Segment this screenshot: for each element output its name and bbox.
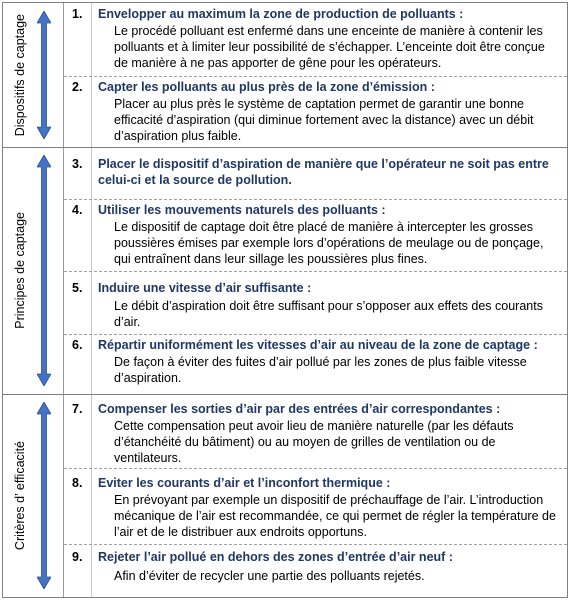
row-number: 4. (72, 203, 83, 217)
row-description: Le dispositif de captage doit être placé de manière à intercepter les grosses poussières émises par exemple lors d’opérations de meulage ou de ponçage, qui entraînent dans leur sillage les poussières plus fines. (114, 220, 544, 266)
row-description: En prévoyant par exemple un dispositif de préchauffage de l’air. L’introduction mécanique de l’air est recommandée, ce qui permet de régler la température de l’air et de le distribuer aux endroits opportuns. (114, 493, 556, 539)
table-row (64, 3, 567, 76)
row-number: 2. (72, 80, 83, 94)
row-number: 7. (72, 402, 83, 416)
group-label-principes: Principes de captage (13, 212, 27, 329)
row-title: Utiliser les mouvements naturels des polluants : (98, 203, 386, 217)
row-number: 8. (72, 476, 83, 490)
row-title: Compenser les sorties d’air par des entrées d’air correspondantes : (98, 402, 501, 416)
group-label-criteres: Critères d’ efficacité (13, 440, 27, 551)
double-arrow-icon (37, 155, 51, 386)
group-cell-dispositifs (3, 3, 64, 147)
table-row (64, 544, 567, 597)
group-label-dispositifs: Dispositifs de captage (13, 13, 27, 137)
row-number: 3. (72, 157, 83, 171)
table-row (64, 468, 567, 544)
row-description: De façon à éviter des fuites d’air pollué par les zones de plus faible vitesse d’aspiration. (114, 355, 527, 385)
group-cell-principes (3, 147, 64, 394)
row-number: 5. (72, 281, 83, 295)
row-description: Le procédé polluant est enfermé dans une enceinte de manière à contenir les polluants et à limiter leur possibilité de s’échapper. L’enceinte doit être conçue de manière à ne pas apporter de gêne pour les opérateurs. (114, 24, 545, 70)
row-title: Répartir uniformément les vitesses d’air au niveau de la zone de captage : (98, 338, 538, 352)
table-row (64, 199, 567, 271)
criteria-table (2, 2, 568, 598)
table-row (64, 334, 567, 394)
table-row (64, 147, 567, 199)
table-row (64, 271, 567, 334)
row-title: Rejeter l’air pollué en dehors des zones d’entrée d’air neuf : (98, 550, 453, 564)
table-row (64, 76, 567, 147)
row-description: Cette compensation peut avoir lieu de manière naturelle (par les défauts d’étanchéité du bâtiment) ou au moyen de grilles de ventilation ou de ventilateurs. (114, 419, 514, 465)
row-title: Eviter les courants d’air et l’inconfort thermique : (98, 476, 391, 490)
row-number: 9. (72, 550, 83, 564)
table-row (64, 394, 567, 468)
row-number: 1. (72, 7, 83, 21)
row-description: Placer au plus près le système de captation permet de garantir une bonne efficacité d’aspiration (qui diminue fortement avec la distance) avec un débit d’aspiration plus faible. (114, 97, 534, 143)
row-title: Capter les polluants au plus près de la zone d’émission : (98, 80, 435, 94)
row-description: Afin d’éviter de recycler une partie des polluants rejetés. (114, 569, 425, 583)
row-description: Le débit d’aspiration doit être suffisant pour s’opposer aux effets des courants d’air. (114, 299, 543, 329)
group-cell-criteres (3, 394, 64, 597)
row-title: Envelopper au maximum la zone de production de polluants : (98, 7, 464, 21)
row-number: 6. (72, 338, 83, 352)
double-arrow-icon (37, 11, 51, 139)
double-arrow-icon (37, 402, 51, 589)
row-title: Induire une vitesse d’air suffisante : (98, 281, 312, 295)
row-title: Placer le dispositif d’aspiration de manière que l’opérateur ne soit pas entre celui-ci et la source de pollution. (98, 157, 549, 187)
